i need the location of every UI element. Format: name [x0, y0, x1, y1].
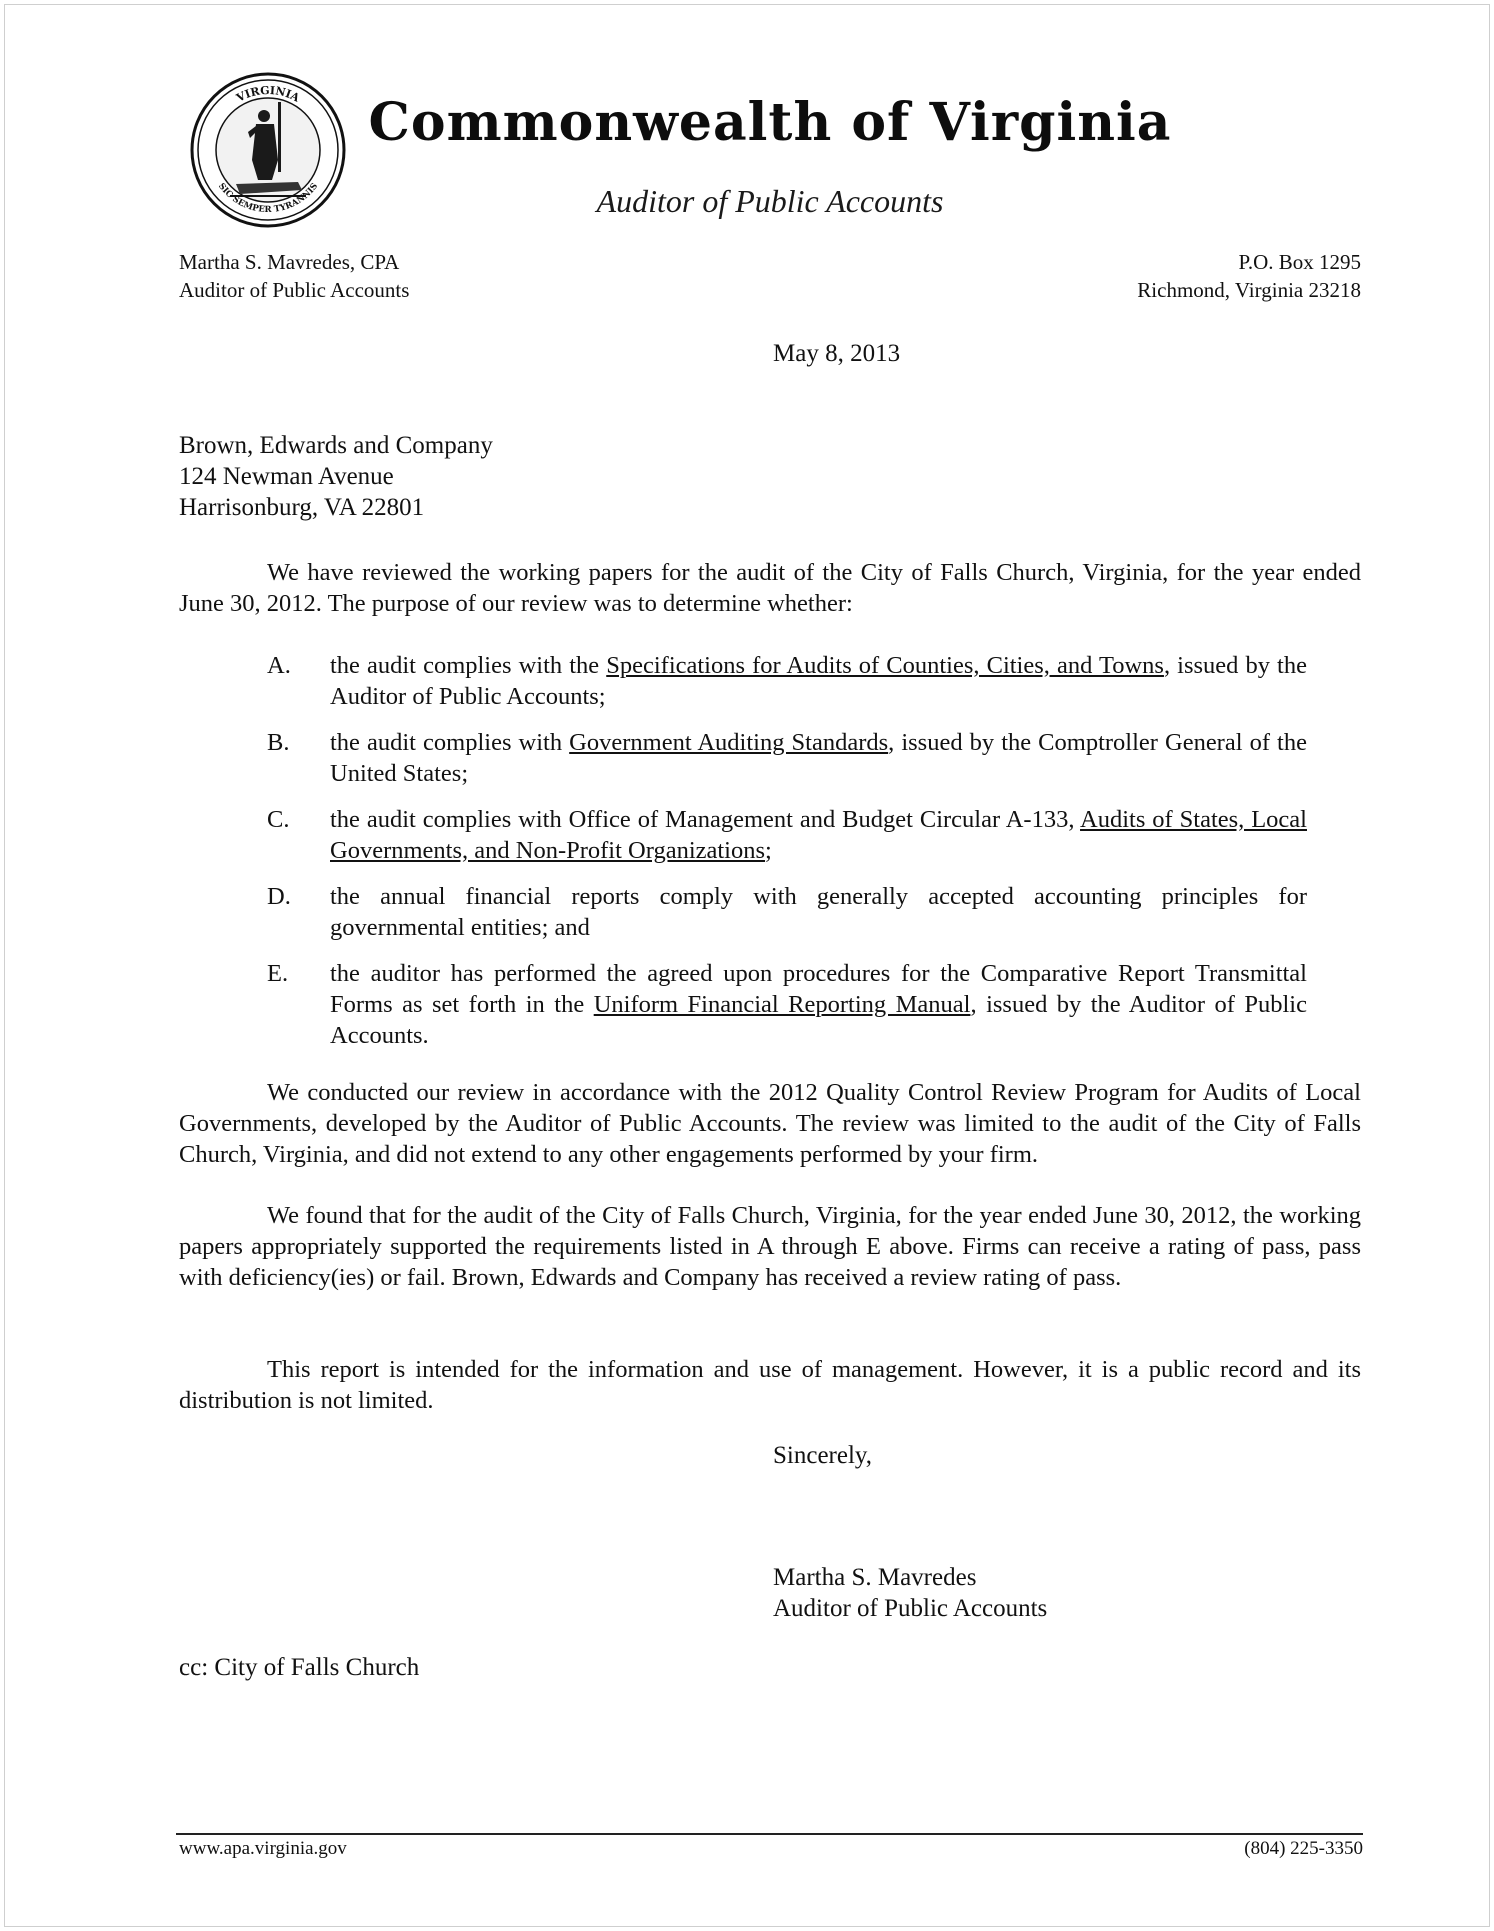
distribution-paragraph: This report is intended for the information and use of management. However, it is a public record and its distribution is not limited. — [179, 1356, 1361, 1414]
recipient-line-1: Brown, Edwards and Company — [179, 432, 493, 459]
recipient-address — [179, 430, 493, 523]
footer-phone: (804) 225-3350 — [1244, 1838, 1363, 1859]
city-state-zip: Richmond, Virginia 23218 — [1137, 278, 1361, 302]
item-text-end: , issued by the Comptroller General of the United States; — [330, 729, 1307, 787]
signature-block — [773, 1562, 1047, 1624]
item-text-end: , issued by the Auditor of Public Accounts; — [330, 652, 1307, 710]
list-letter: A. — [267, 652, 291, 679]
item-reference: Uniform Financial Reporting Manual — [593, 991, 971, 1018]
list-letter: B. — [267, 729, 290, 756]
sender-name: Martha S. Mavredes, CPA — [179, 250, 400, 274]
letter-date: May 8, 2013 — [773, 340, 901, 367]
recipient-line-3: Harrisonburg, VA 22801 — [179, 494, 425, 521]
list-item — [267, 650, 1307, 712]
item-text: the audit complies with Office of Management and Budget Circular A-133, — [330, 806, 1081, 833]
po-box: P.O. Box 1295 — [1238, 250, 1361, 274]
item-text: the auditor has performed the agreed upon procedures for the Comparative Report Transmittal Forms as set forth in the — [330, 960, 1307, 1018]
item-text: the audit complies with — [330, 729, 570, 756]
cc-line: cc: City of Falls Church — [179, 1654, 420, 1681]
signer-name: Martha S. Mavredes — [773, 1564, 977, 1591]
list-item — [267, 881, 1307, 943]
masthead-subtitle: Auditor of Public Accounts — [596, 183, 944, 219]
list-item — [267, 958, 1307, 1051]
item-reference: Specifications for Audits of Counties, Cities, and Towns — [606, 652, 1164, 679]
item-text: the audit complies with the — [330, 652, 607, 679]
list-letter: C. — [267, 806, 290, 833]
seal-bottom-text: SIC SEMPER TYRANNIS — [215, 181, 321, 216]
sender-title: Auditor of Public Accounts — [179, 278, 410, 302]
item-text-end: , issued by the Auditor of Public Accounts. — [330, 991, 1307, 1049]
sender-block — [179, 248, 409, 304]
item-text: the annual financial reports comply with generally accepted accounting principles for governmental entities; and — [330, 883, 1307, 941]
footer-divider — [176, 1833, 1363, 1835]
intro-paragraph: We have reviewed the working papers for the audit of the City of Falls Church, Virginia, for the year ended June 30, 2012. The purpose of our review was to determine whether: — [179, 559, 1361, 617]
seal-top-text: VIRGINIA — [234, 83, 302, 105]
list-letter: D. — [267, 883, 291, 910]
recipient-line-2: 124 Newman Avenue — [179, 463, 394, 490]
footer-website: www.apa.virginia.gov — [179, 1838, 347, 1859]
item-reference: Audits of States, Local Governments, and Non-Profit Organizations — [330, 806, 1307, 864]
findings-paragraph: We found that for the audit of the City of Falls Church, Virginia, for the year ended June 30, 2012, the working papers appropriately supported the requirements listed in A through E above. Firms can receive a rating of pass, pass with deficiency(ies) or fail. Brown, Edwards and Company has received a review rating of pass. — [179, 1202, 1361, 1291]
item-text-end: ; — [765, 837, 772, 864]
salutation: Sincerely, — [773, 1442, 873, 1469]
list-item — [267, 804, 1307, 866]
mailing-address-block — [1137, 248, 1361, 304]
criteria-list — [267, 650, 1307, 1066]
list-letter: E. — [267, 960, 289, 987]
review-scope-paragraph: We conducted our review in accordance with the 2012 Quality Control Review Program for Audits of Local Governments, developed by the Auditor of Public Accounts. The review was limited to the audit of the City of Falls Church, Virginia, and did not extend to any other engagements performed by your firm. — [179, 1079, 1361, 1168]
list-item — [267, 727, 1307, 789]
signer-title: Auditor of Public Accounts — [773, 1595, 1048, 1622]
masthead-title: Commonwealth of Virginia — [368, 92, 1172, 153]
item-reference: Government Auditing Standards — [569, 729, 889, 756]
virginia-seal — [190, 72, 346, 228]
